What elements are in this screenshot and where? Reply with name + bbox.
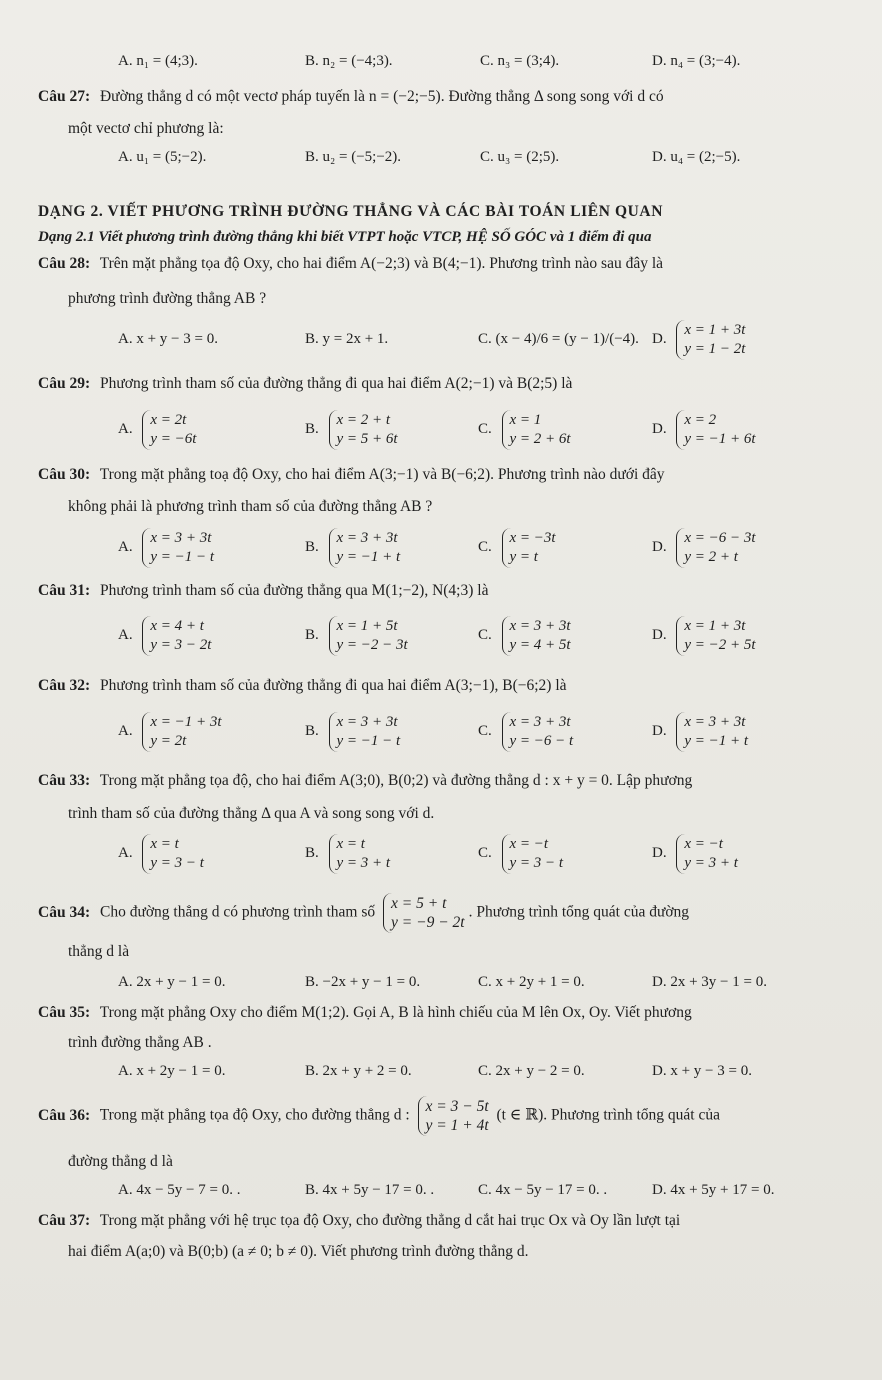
q29-text-line1: Phương trình tham số của đường thẳng đi qua hai điểm A(2;−1) và B(2;5) là bbox=[99, 375, 573, 392]
equation: x = 1 + 5t bbox=[336, 618, 398, 634]
q27-option-a: A. u₁ = (5;−2). bbox=[118, 149, 207, 165]
equation: y = 3 − t bbox=[509, 855, 564, 871]
q28-text-line1: Trên mặt phẳng tọa độ Oxy, cho hai điểm A(−2;3) và B(4;−1). Phương trình nào sau đây là bbox=[99, 255, 664, 272]
equation: x = −t bbox=[684, 836, 723, 852]
equation: y = 2t bbox=[150, 733, 187, 749]
q35-text-line1: Trong mặt phẳng Oxy cho điểm M(1;2). Gọi A, B là hình chiếu của M lên Ox, Oy. Viết phương bbox=[99, 1004, 692, 1021]
q34-stem bbox=[38, 893, 689, 933]
q32-stem bbox=[38, 677, 567, 695]
equation: y = 3 + t bbox=[336, 855, 391, 871]
option-label: D. bbox=[652, 723, 667, 740]
equation: x = −3t bbox=[509, 530, 556, 546]
equation: x = −t bbox=[509, 836, 549, 852]
q30-option-b bbox=[305, 528, 404, 568]
equation-system bbox=[676, 712, 752, 752]
q33-stem bbox=[38, 772, 692, 790]
option-label: A. bbox=[118, 845, 133, 862]
equation-system bbox=[676, 834, 742, 874]
equation: x = 3 − 5t bbox=[425, 1098, 489, 1115]
equation: y = 5 + 6t bbox=[336, 431, 398, 447]
q36-option-c: C. 4x − 5y − 17 = 0. . bbox=[478, 1182, 608, 1198]
q28-text-line2: phương trình đường thẳng AB ? bbox=[68, 290, 267, 307]
q28-number: Câu 28: bbox=[38, 255, 91, 272]
option-label: C. bbox=[478, 723, 492, 740]
q33-text-line1: Trong mặt phẳng tọa độ, cho hai điểm A(3;0), B(0;2) và đường thẳng d : x + y = 0. Lập phương bbox=[99, 772, 693, 789]
q36-system bbox=[418, 1096, 493, 1136]
q33-option-d bbox=[652, 834, 742, 874]
equation: y = 2 + t bbox=[684, 549, 738, 565]
option-label: B. bbox=[305, 539, 319, 556]
equation-system bbox=[676, 528, 759, 568]
q26-option-a: A. n₁ = (4;3). bbox=[118, 53, 198, 69]
q29-option-a bbox=[118, 410, 200, 450]
q27-stem bbox=[38, 88, 664, 106]
q35-stem bbox=[38, 1004, 692, 1022]
equation-system bbox=[676, 616, 759, 656]
q37-stem bbox=[38, 1212, 680, 1230]
equation-system bbox=[329, 616, 412, 656]
equation: x = 2 + t bbox=[336, 412, 391, 428]
equation: x = 1 + 3t bbox=[684, 618, 746, 634]
equation: y = −6 − t bbox=[509, 733, 574, 749]
equation: y = 4 + 5t bbox=[509, 637, 571, 653]
q34-option-c: C. x + 2y + 1 = 0. bbox=[478, 974, 585, 990]
q31-number: Câu 31: bbox=[38, 582, 91, 599]
equation: y = −9 − 2t bbox=[391, 914, 465, 931]
q28-option-d-eq1: x = 1 + 3t bbox=[684, 322, 746, 338]
q30-option-c bbox=[478, 528, 560, 568]
equation: y = 2 + 6t bbox=[509, 431, 571, 447]
option-label: D. bbox=[652, 421, 667, 438]
q32-option-b bbox=[305, 712, 404, 752]
q26-option-d: D. n₄ = (3;−4). bbox=[652, 53, 741, 69]
q36-text-line1a: Trong mặt phẳng tọa độ Oxy, cho đường thẳng d : bbox=[99, 1106, 410, 1124]
q32-number: Câu 32: bbox=[38, 677, 91, 694]
equation: x = 3 + 3t bbox=[336, 714, 398, 730]
equation: y = 3 + t bbox=[684, 855, 738, 871]
equation: x = −1 + 3t bbox=[150, 714, 222, 730]
q37-number: Câu 37: bbox=[38, 1212, 91, 1229]
q34-text-line1b: . Phương trình tổng quát của đường bbox=[468, 903, 690, 921]
option-label: A. bbox=[118, 421, 133, 438]
q33-option-a bbox=[118, 834, 208, 874]
q29-stem bbox=[38, 375, 572, 393]
q36-stem bbox=[38, 1096, 720, 1136]
option-label: A. bbox=[118, 723, 133, 740]
equation-system bbox=[329, 410, 402, 450]
q35-number: Câu 35: bbox=[38, 1004, 91, 1021]
option-label: D. bbox=[652, 627, 667, 644]
option-label: A. bbox=[118, 539, 133, 556]
q27-option-c: C. u₃ = (2;5). bbox=[480, 149, 560, 165]
section-subheading: Dạng 2.1 Viết phương trình đường thẳng khi biết VTPT hoặc VTCP, HỆ SỐ GÓC và 1 điểm đi qua bbox=[38, 229, 652, 245]
equation: x = 1 bbox=[509, 412, 542, 428]
q28-option-d-label: D. bbox=[652, 331, 667, 348]
q33-number: Câu 33: bbox=[38, 772, 91, 789]
q29-number: Câu 29: bbox=[38, 375, 91, 392]
option-label: A. bbox=[118, 627, 133, 644]
q27-number: Câu 27: bbox=[38, 88, 91, 105]
option-label: D. bbox=[652, 845, 667, 862]
q35-option-c: C. 2x + y − 2 = 0. bbox=[478, 1063, 585, 1079]
equation: x = 2t bbox=[150, 412, 187, 428]
equation: y = −1 − t bbox=[336, 733, 401, 749]
equation-system bbox=[502, 834, 568, 874]
q29-option-d bbox=[652, 410, 760, 450]
q30-text-line1: Trong mặt phẳng toạ độ Oxy, cho hai điểm A(3;−1) và B(−6;2). Phương trình nào dưới đây bbox=[99, 466, 665, 483]
equation: x = t bbox=[150, 836, 179, 852]
q36-number: Câu 36: bbox=[38, 1106, 91, 1124]
equation: x = 4 + t bbox=[150, 618, 204, 634]
equation: y = −1 − t bbox=[150, 549, 215, 565]
equation-system bbox=[142, 410, 200, 450]
q31-option-d bbox=[652, 616, 760, 656]
q33-option-b bbox=[305, 834, 394, 874]
q30-stem bbox=[38, 466, 665, 484]
q35-option-a: A. x + 2y − 1 = 0. bbox=[118, 1063, 226, 1079]
equation: x = 5 + t bbox=[391, 895, 447, 912]
q28-option-d bbox=[652, 320, 749, 360]
equation-system bbox=[329, 834, 395, 874]
q34-option-d: D. 2x + 3y − 1 = 0. bbox=[652, 974, 767, 990]
q28-option-c: C. (x − 4)/6 = (y − 1)/(−4). bbox=[478, 331, 639, 347]
option-label: C. bbox=[478, 845, 492, 862]
option-label: C. bbox=[478, 421, 492, 438]
equation: x = 2 bbox=[684, 412, 717, 428]
q31-option-b bbox=[305, 616, 412, 656]
q36-text-line2: đường thẳng d là bbox=[68, 1153, 173, 1170]
equation-system bbox=[329, 528, 405, 568]
option-label: B. bbox=[305, 723, 319, 740]
equation-system bbox=[502, 410, 575, 450]
option-label: C. bbox=[478, 627, 492, 644]
q31-option-a bbox=[118, 616, 215, 656]
equation: y = 3 − t bbox=[150, 855, 204, 871]
equation: y = −1 + 6t bbox=[684, 431, 756, 447]
q31-text-line1: Phương trình tham số của đường thẳng qua M(1;−2), N(4;3) là bbox=[99, 582, 489, 599]
q30-option-d bbox=[652, 528, 760, 568]
q34-option-b: B. −2x + y − 1 = 0. bbox=[305, 974, 421, 990]
q31-option-c bbox=[478, 616, 575, 656]
q34-text-line2: thẳng d là bbox=[68, 943, 130, 960]
equation-system bbox=[502, 616, 575, 656]
q34-number: Câu 34: bbox=[38, 903, 91, 921]
equation-system bbox=[329, 712, 405, 752]
equation-system bbox=[142, 616, 215, 656]
q32-option-d bbox=[652, 712, 752, 752]
equation: x = 3 + 3t bbox=[509, 714, 571, 730]
option-label: D. bbox=[652, 539, 667, 556]
equation: y = −6t bbox=[150, 431, 197, 447]
q27-option-d: D. u₄ = (2;−5). bbox=[652, 149, 741, 165]
equation-system bbox=[142, 528, 218, 568]
equation-system bbox=[142, 834, 208, 874]
q32-option-c bbox=[478, 712, 577, 752]
q34-system bbox=[383, 893, 469, 933]
q32-option-a bbox=[118, 712, 226, 752]
q30-number: Câu 30: bbox=[38, 466, 91, 483]
q34-option-a: A. 2x + y − 1 = 0. bbox=[118, 974, 226, 990]
q28-stem bbox=[38, 255, 663, 273]
q32-text-line1: Phương trình tham số của đường thẳng đi qua hai điểm A(3;−1), B(−6;2) là bbox=[99, 677, 567, 694]
equation-system bbox=[502, 528, 560, 568]
option-label: B. bbox=[305, 421, 319, 438]
q36-option-d: D. 4x + 5y + 17 = 0. bbox=[652, 1182, 775, 1198]
option-label: B. bbox=[305, 845, 319, 862]
equation: y = −1 + t bbox=[684, 733, 749, 749]
q35-option-d: D. x + y − 3 = 0. bbox=[652, 1063, 752, 1079]
q35-text-line2: trình đường thẳng AB . bbox=[68, 1034, 212, 1051]
equation: x = 3 + 3t bbox=[336, 530, 398, 546]
option-label: C. bbox=[478, 539, 492, 556]
q36-option-b: B. 4x + 5y − 17 = 0. . bbox=[305, 1182, 435, 1198]
q29-option-b bbox=[305, 410, 402, 450]
q30-text-line2: không phải là phương trình tham số của đường thẳng AB ? bbox=[68, 498, 433, 515]
q33-text-line2: trình tham số của đường thẳng Δ qua A và song song với d. bbox=[68, 805, 435, 822]
q27-option-b: B. u₂ = (−5;−2). bbox=[305, 149, 402, 165]
equation: y = t bbox=[509, 549, 538, 565]
equation: y = −2 − 3t bbox=[336, 637, 408, 653]
option-label: B. bbox=[305, 627, 319, 644]
q27-text-line2: một vectơ chỉ phương là: bbox=[68, 120, 224, 137]
q26-option-c: C. n₃ = (3;4). bbox=[480, 53, 560, 69]
q33-option-c bbox=[478, 834, 567, 874]
q28-option-d-system bbox=[676, 320, 749, 360]
q37-text-line2: hai điểm A(a;0) và B(0;b) (a ≠ 0; b ≠ 0). Viết phương trình đường thẳng d. bbox=[68, 1243, 529, 1260]
q31-stem bbox=[38, 582, 488, 600]
equation-system bbox=[502, 712, 578, 752]
equation: y = −2 + 5t bbox=[684, 637, 756, 653]
equation-system bbox=[142, 712, 225, 752]
equation: x = 3 + 3t bbox=[150, 530, 212, 546]
equation: x = 3 + 3t bbox=[509, 618, 571, 634]
q28-option-d-eq2: y = 1 − 2t bbox=[684, 341, 746, 357]
q29-option-c bbox=[478, 410, 575, 450]
equation: y = −1 + t bbox=[336, 549, 401, 565]
q36-option-a: A. 4x − 5y − 7 = 0. . bbox=[118, 1182, 241, 1198]
q34-text-line1a: Cho đường thẳng d có phương trình tham số bbox=[99, 903, 376, 921]
equation: x = t bbox=[336, 836, 365, 852]
equation: y = 1 + 4t bbox=[425, 1117, 489, 1134]
q35-option-b: B. 2x + y + 2 = 0. bbox=[305, 1063, 412, 1079]
q36-text-line1b: (t ∈ ℝ). Phương trình tổng quát của bbox=[496, 1106, 720, 1124]
section-heading: DẠNG 2. VIẾT PHƯƠNG TRÌNH ĐƯỜNG THẲNG VÀ CÁC BÀI TOÁN LIÊN QUAN bbox=[38, 203, 664, 220]
q30-option-a bbox=[118, 528, 218, 568]
q28-option-b: B. y = 2x + 1. bbox=[305, 331, 389, 347]
q37-text-line1: Trong mặt phẳng với hệ trục tọa độ Oxy, cho đường thẳng d cắt hai trục Ox và Oy lần lượt tại bbox=[99, 1212, 681, 1229]
equation: x = −6 − 3t bbox=[684, 530, 756, 546]
equation-system bbox=[676, 410, 759, 450]
q28-option-a: A. x + y − 3 = 0. bbox=[118, 331, 218, 347]
q26-option-b: B. n₂ = (−4;3). bbox=[305, 53, 393, 69]
equation: x = 3 + 3t bbox=[684, 714, 746, 730]
q27-text-line1: Đường thẳng d có một vectơ pháp tuyến là n = (−2;−5). Đường thẳng Δ song song với d có bbox=[99, 88, 664, 105]
equation: y = 3 − 2t bbox=[150, 637, 212, 653]
